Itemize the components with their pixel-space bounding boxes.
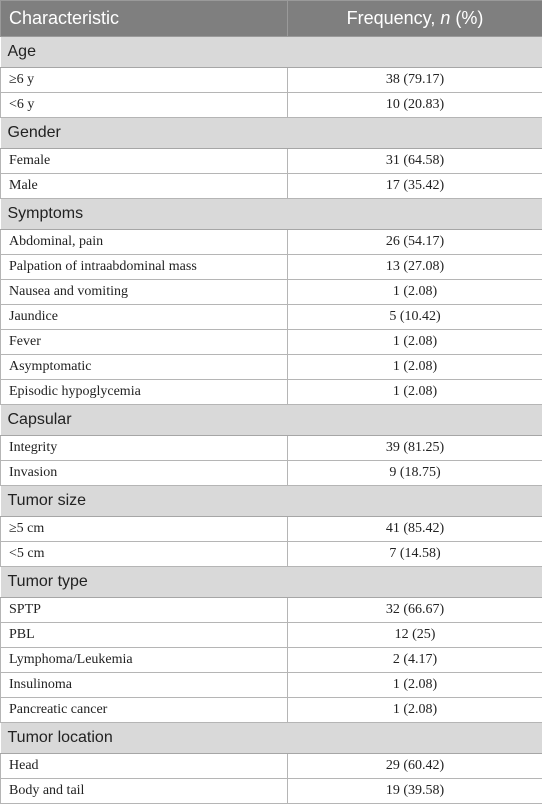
table-row bbox=[1, 68, 542, 93]
row-characteristic: Integrity bbox=[1, 436, 288, 461]
section-row bbox=[1, 37, 542, 68]
table-row bbox=[1, 355, 542, 380]
row-characteristic: Insulinoma bbox=[1, 673, 288, 698]
row-frequency: 1 (2.08) bbox=[288, 673, 542, 698]
row-characteristic: Episodic hypoglycemia bbox=[1, 380, 288, 405]
section-label: Tumor type bbox=[1, 567, 542, 598]
table-row bbox=[1, 648, 542, 673]
row-frequency: 1 (2.08) bbox=[288, 330, 542, 355]
table-row bbox=[1, 174, 542, 199]
table-row bbox=[1, 517, 542, 542]
row-frequency: 29 (60.42) bbox=[288, 754, 542, 779]
table-row bbox=[1, 93, 542, 118]
row-frequency: 1 (2.08) bbox=[288, 380, 542, 405]
row-frequency: 31 (64.58) bbox=[288, 149, 542, 174]
section-row bbox=[1, 486, 542, 517]
section-label: Capsular bbox=[1, 405, 542, 436]
section-row bbox=[1, 405, 542, 436]
table-row bbox=[1, 255, 542, 280]
section-row bbox=[1, 723, 542, 754]
table-row bbox=[1, 280, 542, 305]
table-row bbox=[1, 698, 542, 723]
table-row bbox=[1, 779, 542, 804]
row-characteristic: ≥5 cm bbox=[1, 517, 288, 542]
row-frequency: 2 (4.17) bbox=[288, 648, 542, 673]
section-label: Gender bbox=[1, 118, 542, 149]
table-row bbox=[1, 330, 542, 355]
section-label: Age bbox=[1, 37, 542, 68]
frequency-header-prefix: Frequency, bbox=[346, 8, 441, 28]
row-characteristic: Abdominal, pain bbox=[1, 230, 288, 255]
table-row bbox=[1, 436, 542, 461]
table-row bbox=[1, 461, 542, 486]
table-row bbox=[1, 149, 542, 174]
table-row bbox=[1, 542, 542, 567]
row-frequency: 10 (20.83) bbox=[288, 93, 542, 118]
table-body bbox=[1, 37, 542, 804]
frequency-header-suffix: (%) bbox=[450, 8, 484, 28]
row-frequency: 9 (18.75) bbox=[288, 461, 542, 486]
section-row bbox=[1, 567, 542, 598]
row-frequency: 1 (2.08) bbox=[288, 355, 542, 380]
row-characteristic: <6 y bbox=[1, 93, 288, 118]
table-row bbox=[1, 305, 542, 330]
row-characteristic: Invasion bbox=[1, 461, 288, 486]
table-row bbox=[1, 623, 542, 648]
row-characteristic: Pancreatic cancer bbox=[1, 698, 288, 723]
column-header-frequency bbox=[288, 1, 542, 37]
row-characteristic: Head bbox=[1, 754, 288, 779]
row-characteristic: Nausea and vomiting bbox=[1, 280, 288, 305]
section-row bbox=[1, 118, 542, 149]
row-frequency: 41 (85.42) bbox=[288, 517, 542, 542]
row-characteristic: Fever bbox=[1, 330, 288, 355]
table-row bbox=[1, 673, 542, 698]
frequency-header-n: n bbox=[440, 8, 451, 28]
row-frequency: 1 (2.08) bbox=[288, 698, 542, 723]
row-frequency: 19 (39.58) bbox=[288, 779, 542, 804]
row-frequency: 38 (79.17) bbox=[288, 68, 542, 93]
row-characteristic: Lymphoma/Leukemia bbox=[1, 648, 288, 673]
row-frequency: 1 (2.08) bbox=[288, 280, 542, 305]
row-characteristic: Female bbox=[1, 149, 288, 174]
row-characteristic: ≥6 y bbox=[1, 68, 288, 93]
row-characteristic: Asymptomatic bbox=[1, 355, 288, 380]
section-label: Symptoms bbox=[1, 199, 542, 230]
row-frequency: 13 (27.08) bbox=[288, 255, 542, 280]
section-label: Tumor location bbox=[1, 723, 542, 754]
row-frequency: 12 (25) bbox=[288, 623, 542, 648]
header-row bbox=[1, 1, 542, 37]
row-frequency: 32 (66.67) bbox=[288, 598, 542, 623]
section-row bbox=[1, 199, 542, 230]
row-characteristic: <5 cm bbox=[1, 542, 288, 567]
row-characteristic: PBL bbox=[1, 623, 288, 648]
row-frequency: 7 (14.58) bbox=[288, 542, 542, 567]
row-frequency: 5 (10.42) bbox=[288, 305, 542, 330]
row-characteristic: Body and tail bbox=[1, 779, 288, 804]
row-characteristic: Male bbox=[1, 174, 288, 199]
table-row bbox=[1, 754, 542, 779]
row-characteristic: Palpation of intraabdominal mass bbox=[1, 255, 288, 280]
row-frequency: 17 (35.42) bbox=[288, 174, 542, 199]
table-row bbox=[1, 230, 542, 255]
row-frequency: 39 (81.25) bbox=[288, 436, 542, 461]
table-row bbox=[1, 598, 542, 623]
section-label: Tumor size bbox=[1, 486, 542, 517]
row-characteristic: Jaundice bbox=[1, 305, 288, 330]
column-header-characteristic: Characteristic bbox=[1, 1, 288, 37]
table-row bbox=[1, 380, 542, 405]
row-characteristic: SPTP bbox=[1, 598, 288, 623]
row-frequency: 26 (54.17) bbox=[288, 230, 542, 255]
